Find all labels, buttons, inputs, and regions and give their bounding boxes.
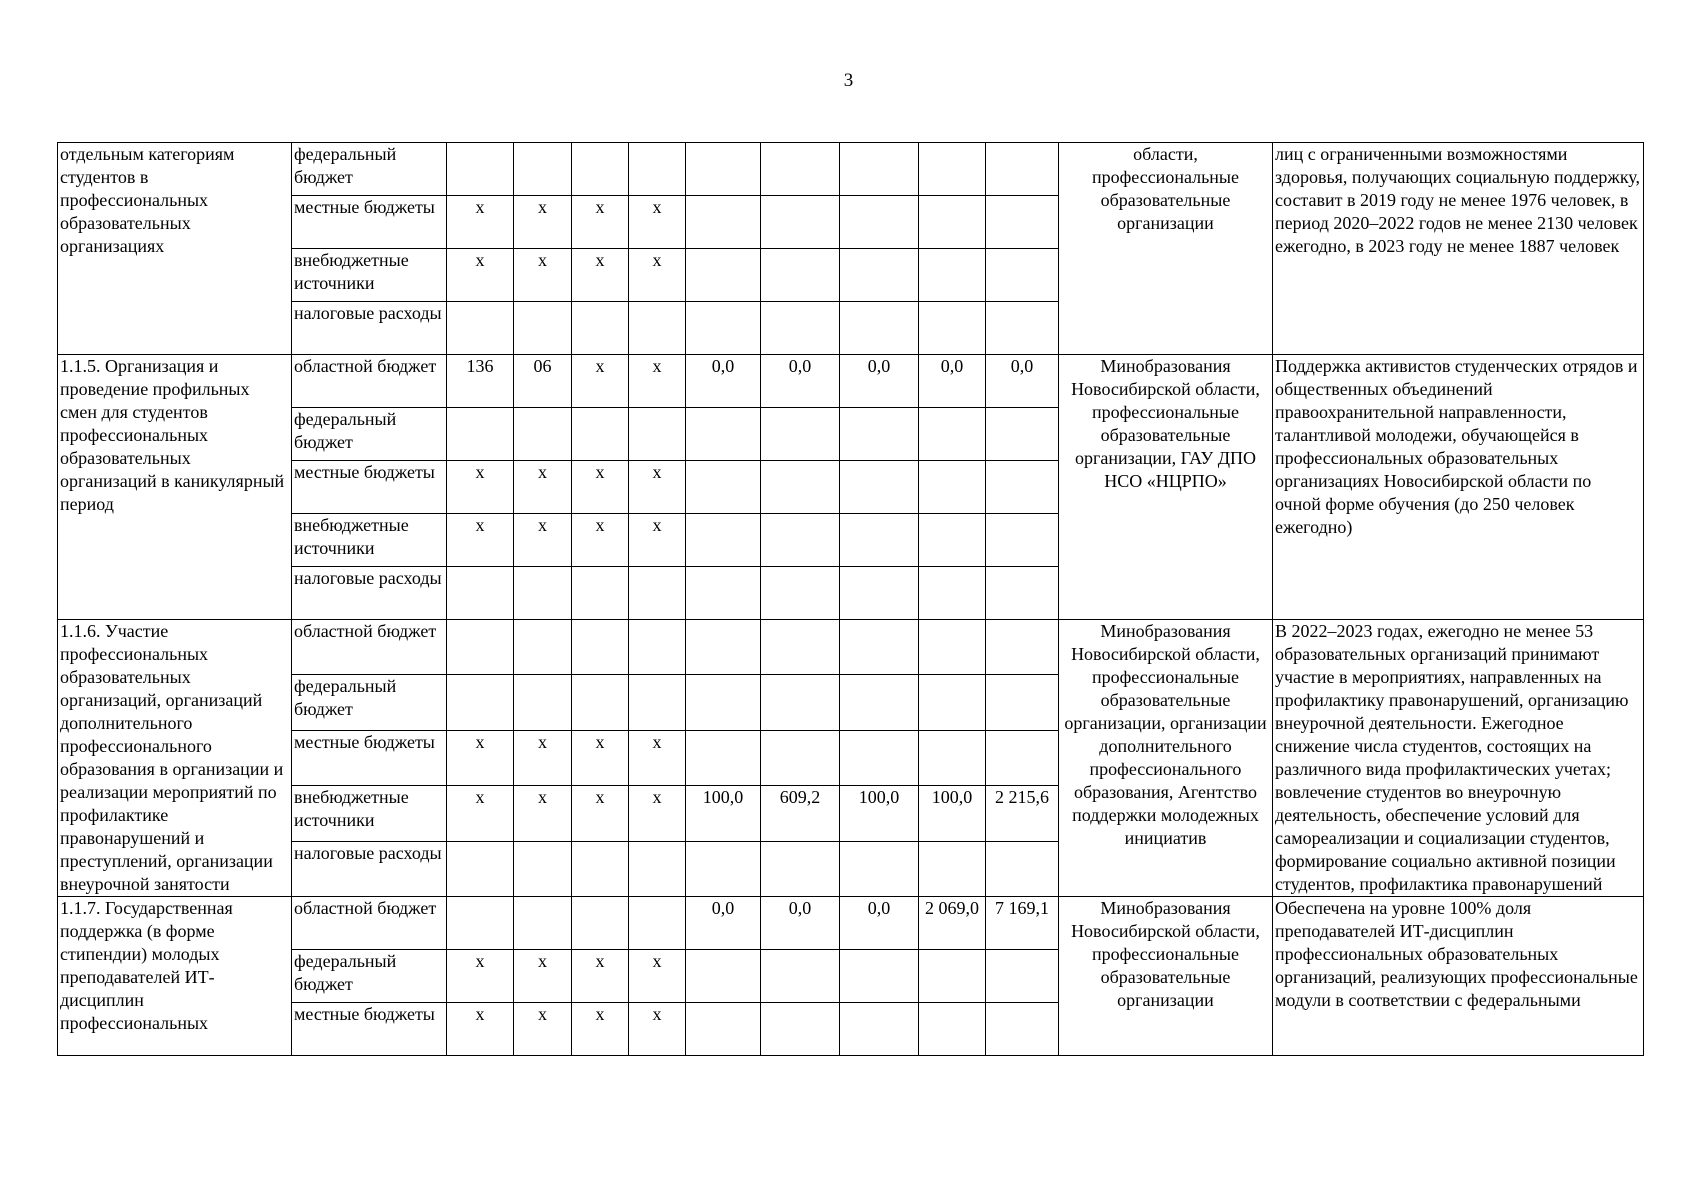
value-cell — [840, 620, 919, 675]
value-cell — [629, 897, 686, 950]
value-cell — [986, 143, 1059, 196]
value-cell — [686, 730, 761, 785]
value-cell — [572, 408, 629, 461]
value-cell — [447, 675, 514, 730]
value-cell — [686, 249, 761, 302]
value-cell — [686, 950, 761, 1003]
value-cell — [919, 196, 986, 249]
value-cell — [447, 567, 514, 620]
value-cell — [840, 730, 919, 785]
value-cell — [686, 620, 761, 675]
value-cell — [514, 620, 572, 675]
value-cell — [919, 302, 986, 355]
value-cell — [686, 461, 761, 514]
value-cell — [761, 675, 840, 730]
value-cell — [919, 841, 986, 896]
value-cell — [572, 143, 629, 196]
value-cell: х — [447, 461, 514, 514]
value-cell — [986, 620, 1059, 675]
value-cell — [840, 302, 919, 355]
value-cell — [514, 302, 572, 355]
value-cell — [761, 730, 840, 785]
value-cell — [919, 143, 986, 196]
value-cell — [986, 1003, 1059, 1056]
value-cell — [761, 302, 840, 355]
value-cell — [514, 897, 572, 950]
value-cell — [447, 897, 514, 950]
budget-table — [57, 142, 1644, 1056]
value-cell: х — [629, 730, 686, 785]
funding-source-cell: местные бюджеты — [292, 461, 447, 514]
value-cell — [761, 1003, 840, 1056]
value-cell: х — [514, 786, 572, 841]
executor-cell: Минобразования Новосибирской области, профессиональные образовательные организации, организации дополнительного профессионального образования, Агентство поддержки молодежных инициатив — [1059, 620, 1273, 897]
value-cell: х — [572, 461, 629, 514]
funding-source-cell: федеральный бюджет — [292, 950, 447, 1003]
value-cell — [919, 249, 986, 302]
value-cell — [761, 249, 840, 302]
value-cell — [986, 730, 1059, 785]
value-cell — [919, 408, 986, 461]
value-cell — [629, 620, 686, 675]
value-cell — [761, 408, 840, 461]
funding-source-cell: областной бюджет — [292, 620, 447, 675]
value-cell — [686, 196, 761, 249]
value-cell — [840, 675, 919, 730]
value-cell — [686, 302, 761, 355]
value-cell: х — [629, 249, 686, 302]
value-cell — [686, 408, 761, 461]
value-cell — [919, 730, 986, 785]
value-cell: х — [629, 950, 686, 1003]
value-cell: 0,0 — [840, 897, 919, 950]
value-cell: х — [447, 950, 514, 1003]
funding-source-cell: федеральный бюджет — [292, 675, 447, 730]
value-cell: х — [629, 514, 686, 567]
value-cell: х — [572, 514, 629, 567]
expected-result-cell: лиц с ограниченными возможностями здоровья, получающих социальную поддержку, составит в 2019 году не менее 1976 человек, в период 2020–2022 годов не менее 2130 человек ежегодно, в 2023 году не менее 1887 человек — [1273, 143, 1644, 355]
value-cell — [840, 408, 919, 461]
value-cell: х — [629, 196, 686, 249]
value-cell — [447, 408, 514, 461]
value-cell: х — [447, 514, 514, 567]
funding-source-cell: местные бюджеты — [292, 730, 447, 785]
funding-source-cell: федеральный бюджет — [292, 408, 447, 461]
value-cell — [919, 461, 986, 514]
value-cell — [761, 841, 840, 896]
value-cell: 0,0 — [986, 355, 1059, 408]
value-cell — [919, 1003, 986, 1056]
value-cell — [986, 567, 1059, 620]
value-cell — [629, 841, 686, 896]
value-cell: х — [572, 196, 629, 249]
measure-name-cell: 1.1.7. Государственная поддержка (в форме стипендии) молодых преподавателей ИТ-дисциплин профессиональных — [58, 897, 292, 1056]
value-cell — [447, 620, 514, 675]
value-cell: х — [629, 1003, 686, 1056]
funding-source-cell: налоговые расходы — [292, 841, 447, 896]
value-cell: 2 069,0 — [919, 897, 986, 950]
value-cell: 0,0 — [761, 897, 840, 950]
value-cell — [840, 841, 919, 896]
value-cell — [447, 143, 514, 196]
table-row — [58, 355, 1644, 408]
funding-source-cell: налоговые расходы — [292, 302, 447, 355]
value-cell — [986, 675, 1059, 730]
funding-source-cell: налоговые расходы — [292, 567, 447, 620]
value-cell — [514, 143, 572, 196]
value-cell — [629, 408, 686, 461]
value-cell — [761, 143, 840, 196]
value-cell — [840, 514, 919, 567]
value-cell — [761, 567, 840, 620]
executor-cell: области, профессиональные образовательные организации — [1059, 143, 1273, 355]
value-cell — [761, 196, 840, 249]
value-cell — [919, 567, 986, 620]
funding-source-cell: местные бюджеты — [292, 196, 447, 249]
value-cell — [572, 841, 629, 896]
value-cell: х — [572, 249, 629, 302]
value-cell — [629, 302, 686, 355]
value-cell — [447, 841, 514, 896]
value-cell: 609,2 — [761, 786, 840, 841]
value-cell: 0,0 — [840, 355, 919, 408]
table-row — [58, 620, 1644, 675]
value-cell: х — [447, 196, 514, 249]
value-cell: х — [572, 1003, 629, 1056]
value-cell — [986, 461, 1059, 514]
value-cell: х — [514, 196, 572, 249]
value-cell — [919, 950, 986, 1003]
value-cell: х — [514, 249, 572, 302]
value-cell: 136 — [447, 355, 514, 408]
value-cell: 06 — [514, 355, 572, 408]
value-cell — [840, 1003, 919, 1056]
value-cell — [686, 841, 761, 896]
value-cell — [761, 514, 840, 567]
funding-source-cell: областной бюджет — [292, 897, 447, 950]
value-cell — [919, 514, 986, 567]
value-cell: х — [572, 355, 629, 408]
value-cell — [986, 408, 1059, 461]
funding-source-cell: внебюджетные источники — [292, 786, 447, 841]
value-cell: х — [447, 730, 514, 785]
value-cell — [514, 567, 572, 620]
value-cell — [514, 675, 572, 730]
value-cell — [686, 1003, 761, 1056]
value-cell — [572, 620, 629, 675]
measure-name-cell: отдельным категориям студентов в профессиональных образовательных организациях — [58, 143, 292, 355]
value-cell: х — [629, 355, 686, 408]
value-cell — [761, 461, 840, 514]
value-cell — [840, 950, 919, 1003]
value-cell — [986, 196, 1059, 249]
value-cell — [686, 514, 761, 567]
page-number: 3 — [843, 70, 854, 91]
value-cell — [686, 567, 761, 620]
value-cell: 0,0 — [686, 355, 761, 408]
value-cell: х — [572, 730, 629, 785]
table-row — [58, 897, 1644, 950]
value-cell — [686, 143, 761, 196]
value-cell — [629, 675, 686, 730]
executor-cell: Минобразования Новосибирской области, профессиональные образовательные организации — [1059, 897, 1273, 1056]
value-cell — [840, 567, 919, 620]
value-cell: х — [629, 786, 686, 841]
value-cell: 2 215,6 — [986, 786, 1059, 841]
value-cell — [761, 950, 840, 1003]
value-cell — [514, 841, 572, 896]
value-cell: х — [572, 786, 629, 841]
value-cell: х — [447, 1003, 514, 1056]
value-cell — [840, 143, 919, 196]
funding-source-cell: внебюджетные источники — [292, 249, 447, 302]
value-cell — [919, 620, 986, 675]
value-cell — [447, 302, 514, 355]
value-cell: 100,0 — [840, 786, 919, 841]
value-cell: х — [572, 950, 629, 1003]
value-cell — [572, 897, 629, 950]
value-cell — [572, 302, 629, 355]
value-cell: 7 169,1 — [986, 897, 1059, 950]
value-cell: х — [447, 786, 514, 841]
value-cell: 100,0 — [686, 786, 761, 841]
value-cell — [572, 675, 629, 730]
value-cell — [514, 408, 572, 461]
value-cell — [761, 620, 840, 675]
value-cell — [686, 675, 761, 730]
funding-source-cell: областной бюджет — [292, 355, 447, 408]
value-cell: х — [514, 1003, 572, 1056]
executor-cell: Минобразования Новосибирской области, профессиональные образовательные организации, ГАУ ДПО НСО «НЦРПО» — [1059, 355, 1273, 620]
value-cell: х — [629, 461, 686, 514]
measure-name-cell: 1.1.5. Организация и проведение профильных смен для студентов профессиональных образовательных организаций в каникулярный период — [58, 355, 292, 620]
expected-result-cell: В 2022–2023 годах, ежегодно не менее 53 образовательных организаций принимают участие в мероприятиях, направленных на профилактику правонарушений, организацию внеурочной деятельности. Ежегодное снижение числа студентов, состоящих на различного вида профилактических учетах; вовлечение студентов во внеурочную деятельность, обеспечение условий для самореализации и социализации студентов, формирование социально активной позиции студентов, профилактика правонарушений — [1273, 620, 1644, 897]
table-row — [58, 143, 1644, 196]
value-cell: х — [514, 950, 572, 1003]
expected-result-cell: Поддержка активистов студенческих отрядов и общественных объединений правоохранительной направленности, талантливой молодежи, обучающейся в профессиональных образовательных организациях Новосибирской области по очной форме обучения (до 250 человек ежегодно) — [1273, 355, 1644, 620]
funding-source-cell: внебюджетные источники — [292, 514, 447, 567]
value-cell — [840, 196, 919, 249]
value-cell — [840, 461, 919, 514]
value-cell — [919, 675, 986, 730]
value-cell: х — [514, 461, 572, 514]
funding-source-cell: федеральный бюджет — [292, 143, 447, 196]
value-cell — [986, 950, 1059, 1003]
value-cell: х — [447, 249, 514, 302]
value-cell — [986, 514, 1059, 567]
value-cell — [986, 302, 1059, 355]
measure-name-cell: 1.1.6. Участие профессиональных образовательных организаций, организаций дополнительного профессионального образования в организации и реализации мероприятий по профилактике правонарушений и преступлений, организации внеурочной занятости — [58, 620, 292, 897]
expected-result-cell: Обеспечена на уровне 100% доля преподавателей ИТ-дисциплин профессиональных образовательных организаций, реализующих профессиональные модули в соответствии с федеральными — [1273, 897, 1644, 1056]
value-cell: 0,0 — [919, 355, 986, 408]
value-cell — [840, 249, 919, 302]
value-cell — [629, 567, 686, 620]
funding-source-cell: местные бюджеты — [292, 1003, 447, 1056]
value-cell — [629, 143, 686, 196]
value-cell — [572, 567, 629, 620]
value-cell — [986, 841, 1059, 896]
value-cell: 100,0 — [919, 786, 986, 841]
value-cell — [986, 249, 1059, 302]
value-cell: 0,0 — [761, 355, 840, 408]
value-cell: х — [514, 730, 572, 785]
value-cell: 0,0 — [686, 897, 761, 950]
value-cell: х — [514, 514, 572, 567]
